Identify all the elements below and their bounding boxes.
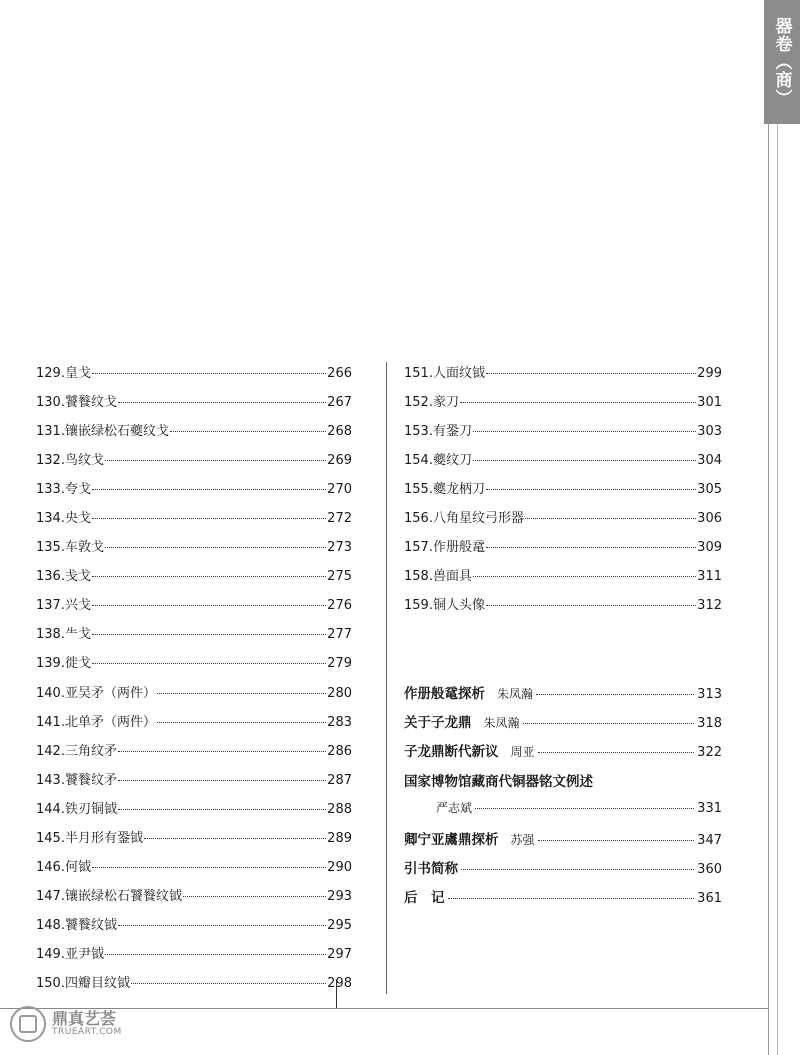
- toc-entry[interactable]: [36, 798, 352, 827]
- essay-author: 苏强: [510, 832, 535, 847]
- leader-dots: [92, 576, 326, 577]
- essay-title: 后 记: [404, 890, 445, 907]
- leader-dots: [92, 634, 326, 635]
- leader-dots: [92, 373, 326, 374]
- toc-entry[interactable]: [36, 769, 352, 798]
- leader-dots: [486, 605, 696, 606]
- toc-entry[interactable]: [404, 449, 722, 478]
- essay-entry[interactable]: [404, 799, 722, 828]
- toc-entry-title: 159.铜人头像: [404, 598, 485, 614]
- toc-entry-page: 279: [327, 656, 352, 672]
- column-divider: [386, 362, 387, 994]
- toc-entry-title: 145.半月形有銎钺: [36, 830, 143, 846]
- leader-dots: [92, 663, 326, 664]
- leader-dots: [486, 489, 696, 490]
- leader-dots: [461, 869, 694, 870]
- leader-dots: [448, 898, 695, 899]
- leader-dots: [105, 460, 326, 461]
- toc-entry-page: 270: [327, 482, 352, 498]
- toc-entry-page: 286: [327, 743, 352, 759]
- essay-entry[interactable]: [404, 857, 722, 886]
- toc-entry-page: 290: [327, 859, 352, 875]
- toc-entry[interactable]: [404, 391, 722, 420]
- watermark-en: TRUEART.COM: [52, 1026, 122, 1037]
- toc-entry[interactable]: [36, 420, 352, 449]
- toc-entry-title: 148.饕餮纹钺: [36, 917, 117, 933]
- leader-dots: [170, 431, 326, 432]
- toc-entry-title: 151.人面纹钺: [404, 366, 485, 381]
- leader-dots: [118, 751, 326, 752]
- leader-dots: [118, 780, 326, 781]
- leader-dots: [538, 840, 695, 841]
- toc-entry-page: 283: [327, 714, 352, 730]
- toc-entry-title: 133.夸戈: [36, 482, 91, 498]
- leader-dots: [460, 402, 696, 403]
- essay-page: 322: [697, 745, 722, 761]
- toc-entry-page: 273: [327, 540, 352, 556]
- leader-dots: [131, 983, 326, 984]
- toc-essays: [404, 682, 722, 916]
- toc-entry[interactable]: [36, 827, 352, 856]
- toc-entry-page: 267: [327, 395, 352, 411]
- toc-entry-page: 303: [697, 424, 722, 440]
- leader-dots: [105, 954, 326, 955]
- side-rule: [768, 124, 769, 1055]
- toc-left-column: [36, 362, 352, 1001]
- leader-dots: [486, 373, 696, 374]
- toc-entry-page: 299: [697, 366, 722, 381]
- toc-entry[interactable]: [36, 565, 352, 594]
- essay-title: 子龙鼎断代新议: [404, 744, 499, 761]
- toc-entry-title: 141.北单矛（两件）: [36, 714, 156, 730]
- leader-dots: [92, 518, 326, 519]
- toc-entry-page: 297: [327, 946, 352, 962]
- toc-entry[interactable]: [36, 856, 352, 885]
- essay-title: 作册般鼋探析: [404, 686, 485, 702]
- essay-entry[interactable]: [404, 770, 722, 799]
- toc-entry[interactable]: [36, 972, 352, 1001]
- leader-dots: [486, 547, 696, 548]
- essay-entry[interactable]: [404, 740, 722, 769]
- toc-entry-title: 158.兽面具: [404, 569, 472, 585]
- toc-entry-title: 142.三角纹矛: [36, 743, 117, 759]
- toc-entry-page: 266: [327, 366, 352, 381]
- leader-dots: [538, 752, 695, 753]
- toc-entry-title: 153.有銎刀: [404, 424, 472, 440]
- toc-entry[interactable]: [36, 449, 352, 478]
- leader-dots: [473, 431, 696, 432]
- toc-entry-page: 309: [697, 540, 722, 556]
- toc-entry[interactable]: [36, 943, 352, 972]
- toc-entry[interactable]: [36, 740, 352, 769]
- toc-entry-title: 143.饕餮纹矛: [36, 772, 117, 788]
- toc-entry[interactable]: [36, 885, 352, 914]
- essay-page: 360: [697, 862, 722, 878]
- toc-entry[interactable]: [404, 507, 722, 536]
- toc-entry[interactable]: [36, 507, 352, 536]
- toc-entry[interactable]: [36, 478, 352, 507]
- toc-entry-title: 146.何钺: [36, 859, 91, 875]
- essay-title: 国家博物馆藏商代铜器铭文例述: [404, 773, 593, 790]
- toc-entry-title: 157.作册般鼋: [404, 540, 485, 556]
- toc-entry[interactable]: [404, 594, 722, 623]
- toc-entry-title: 132.鸟纹戈: [36, 453, 104, 469]
- leader-dots: [536, 694, 694, 695]
- toc-entry[interactable]: [36, 914, 352, 943]
- essay-title: 关于子龙鼎: [404, 715, 472, 732]
- leader-dots: [473, 460, 696, 461]
- toc-entry-page: 276: [327, 598, 352, 614]
- toc-entry-title: 156.八角星纹弓形器: [404, 511, 524, 527]
- toc-entry-page: 295: [327, 917, 352, 933]
- toc-entry[interactable]: [36, 362, 352, 391]
- toc-entry-page: 287: [327, 772, 352, 788]
- essay-entry[interactable]: [404, 886, 722, 915]
- essay-entry[interactable]: [404, 828, 722, 857]
- essay-title: 引书简称: [404, 861, 458, 878]
- toc-entry-page: 298: [327, 975, 352, 991]
- toc-entry-page: 312: [697, 598, 722, 614]
- toc-entry-title: 149.亚尹钺: [36, 946, 104, 962]
- watermark-cn: 鼎真艺荟: [52, 1008, 117, 1028]
- side-rule-inner: [777, 124, 778, 1055]
- leader-dots: [183, 896, 326, 897]
- essay-title: 卿宁亚鬳鼎探析: [404, 831, 499, 848]
- toc-entry-page: 304: [697, 453, 722, 469]
- essay-entry[interactable]: [404, 682, 722, 711]
- volume-side-tab: [764, 0, 800, 124]
- toc-entry-page: 269: [327, 453, 352, 469]
- toc-right-column: [404, 362, 722, 623]
- toc-entry-title: 135.车敦戈: [36, 540, 104, 556]
- leader-dots: [118, 925, 326, 926]
- toc-entry[interactable]: [36, 682, 352, 711]
- leader-dots: [144, 838, 326, 839]
- toc-entry-page: 268: [327, 424, 352, 440]
- leader-dots: [118, 402, 326, 403]
- toc-entry-title: 140.亚吴矛（两件）: [36, 685, 156, 701]
- toc-entry-page: 275: [327, 569, 352, 585]
- toc-entry-page: 311: [697, 569, 722, 585]
- essay-page: 318: [697, 716, 722, 732]
- toc-entry-title: 154.夔纹刀: [404, 453, 472, 469]
- toc-entry-title: 134.央戈: [36, 511, 91, 527]
- toc-entry[interactable]: [404, 565, 722, 594]
- toc-entry-page: 277: [327, 627, 352, 643]
- watermark-logo-icon: [10, 1006, 46, 1042]
- toc-entry[interactable]: [404, 420, 722, 449]
- toc-entry-page: 301: [697, 395, 722, 411]
- essay-author: 周亚: [510, 745, 535, 760]
- leader-dots: [525, 518, 696, 519]
- toc-entry[interactable]: [36, 652, 352, 681]
- toc-entry[interactable]: [404, 536, 722, 565]
- leader-dots: [523, 723, 695, 724]
- leader-dots: [92, 605, 326, 606]
- leader-dots: [157, 693, 326, 694]
- essay-entry[interactable]: [404, 711, 722, 740]
- watermark: [10, 1006, 122, 1042]
- toc-entry-title: 137.兴戈: [36, 598, 91, 614]
- toc-entry-page: 272: [327, 511, 352, 527]
- toc-entry-title: 155.夔龙柄刀: [404, 482, 485, 498]
- toc-entry-title: 152.豙刀: [404, 395, 459, 411]
- essay-page: 361: [697, 891, 722, 907]
- toc-entry-title: 144.铁刃铜钺: [36, 801, 117, 817]
- toc-entry-title: 138.⺧戈: [36, 627, 91, 643]
- leader-dots: [475, 808, 694, 809]
- essay-author: 朱凤瀚: [483, 716, 520, 731]
- toc-entry-page: 306: [697, 511, 722, 527]
- essay-page: 347: [697, 832, 722, 848]
- volume-tab-label: 器卷（商）: [771, 17, 792, 107]
- essay-page: 313: [697, 687, 722, 702]
- toc-entry-page: 280: [327, 685, 352, 701]
- toc-entry-page: 293: [327, 888, 352, 904]
- toc-entry[interactable]: [36, 623, 352, 652]
- toc-entry-title: 130.饕餮纹戈: [36, 395, 117, 411]
- toc-entry-title: 129.皇戈: [36, 366, 91, 381]
- toc-entry[interactable]: [36, 594, 352, 623]
- toc-entry[interactable]: [36, 536, 352, 565]
- toc-entry-title: 150.四瓣目纹钺: [36, 975, 130, 991]
- essay-author: 严志斌: [436, 800, 473, 815]
- toc-entry-title: 131.镶嵌绿松石夔纹戈: [36, 424, 169, 440]
- leader-dots: [473, 576, 696, 577]
- toc-entry[interactable]: [404, 478, 722, 507]
- toc-entry-title: 136.戋戈: [36, 569, 91, 585]
- toc-entry-title: 139.徙戈: [36, 656, 91, 672]
- leader-dots: [92, 867, 326, 868]
- toc-entry[interactable]: [36, 391, 352, 420]
- toc-entry-page: 288: [327, 801, 352, 817]
- leader-dots: [105, 547, 326, 548]
- toc-entry-page: 305: [697, 482, 722, 498]
- toc-entry-title: 147.镶嵌绿松石饕餮纹钺: [36, 888, 182, 904]
- toc-entry-page: 289: [327, 830, 352, 846]
- toc-entry[interactable]: [36, 711, 352, 740]
- leader-dots: [118, 809, 326, 810]
- leader-dots: [92, 489, 326, 490]
- essay-page: 331: [697, 800, 722, 816]
- leader-dots: [157, 722, 326, 723]
- toc-entry[interactable]: [404, 362, 722, 391]
- essay-author: 朱凤瀚: [497, 687, 534, 701]
